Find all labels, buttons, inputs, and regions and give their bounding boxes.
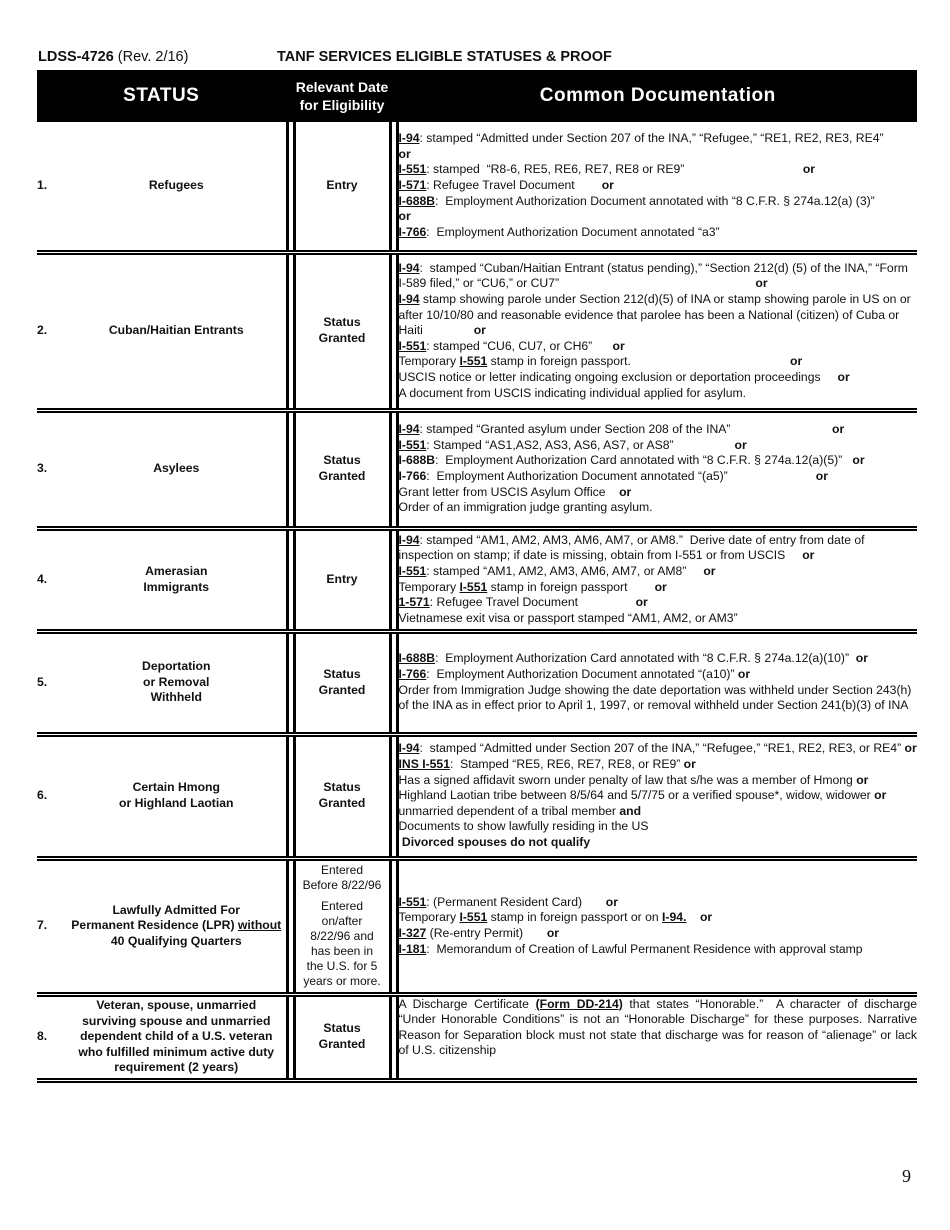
- relevant-date-cell: [294, 994, 390, 1080]
- row-number: 8.: [37, 994, 67, 1080]
- conjunction-text: or: [852, 453, 865, 468]
- documentation-line: [399, 773, 918, 820]
- documentation-line: [399, 895, 918, 911]
- form-id: LDSS-4726: [38, 49, 114, 65]
- doc-text: Permanent Residence (LPR): [71, 918, 238, 933]
- relevant-date-cell: [294, 410, 390, 528]
- eligibility-table: [37, 70, 921, 1083]
- conjunction-text: or: [398, 146, 411, 161]
- doc-text: : stamped “Granted asylum under Section 208 of the INA”: [419, 422, 833, 437]
- documentation-line: [399, 611, 918, 627]
- documentation-line: [399, 910, 918, 926]
- status-label: Refugees: [148, 177, 204, 192]
- conjunction-text: or: [398, 209, 411, 224]
- relevant-date-label: Granted: [318, 1037, 366, 1051]
- doc-text: : stamped “AM1, AM2, AM3, AM6, AM7, or AM8.” Derive date of entry from date of inspection on stamp; if date is missing, obtain from I-551 or from USCIS: [398, 532, 868, 563]
- column-header-status: STATUS: [37, 70, 287, 122]
- form-code: I-94: [398, 131, 420, 146]
- column-divider: [287, 994, 294, 1080]
- conjunction-text: or: [856, 772, 869, 787]
- conjunction-text: or: [605, 894, 618, 909]
- status-label: [67, 918, 286, 934]
- relevant-date-label: has been in: [310, 944, 374, 958]
- table-row: [37, 994, 917, 1080]
- doc-text: unmarried dependent of a tribal member: [398, 788, 890, 818]
- documentation-line: [399, 819, 918, 835]
- conjunction-text: or: [703, 563, 716, 578]
- column-divider: [390, 410, 397, 528]
- documentation-line: [399, 667, 918, 683]
- form-code: I-94: [398, 532, 420, 547]
- form-code: I-327: [398, 926, 427, 940]
- doc-text: Documents to show lawfully residing in the US: [398, 819, 649, 834]
- column-header-relevant-date: [294, 70, 390, 122]
- doc-text: : stamped “CU6, CU7, or CH6”: [426, 338, 613, 353]
- relevant-date-label: Entered: [320, 899, 364, 913]
- doc-text: Has a signed affidavit sworn under penalty of law that s/he was a member of Hmong: [398, 772, 857, 787]
- conjunction-text: or: [855, 651, 868, 666]
- relevant-date-label: Granted: [318, 682, 366, 697]
- column-divider: [390, 858, 397, 994]
- documentation-cell: [397, 252, 917, 410]
- table-row: [37, 734, 917, 858]
- documentation-line: [399, 178, 918, 194]
- form-code: I-551: [459, 910, 488, 925]
- column-header-date-line2: for Eligibility: [299, 97, 385, 113]
- documentation-line: [399, 926, 918, 942]
- form-code: I-551: [398, 338, 427, 353]
- status-cell: [67, 858, 287, 994]
- doc-text: Lawfully Admitted For: [112, 902, 241, 917]
- doc-text: Temporary: [398, 354, 460, 369]
- table-row: [37, 122, 917, 252]
- document-title: TANF SERVICES ELIGIBLE STATUSES & PROOF: [277, 49, 612, 65]
- documentation-line: [399, 438, 918, 454]
- doc-text: stamp in foreign passport.: [487, 354, 791, 369]
- doc-text: : Employment Authorization Document annotated “a3”: [426, 224, 720, 239]
- column-header-documentation: Common Documentation: [397, 70, 917, 122]
- form-code: I-766: [398, 224, 427, 239]
- conjunction-text: or: [874, 788, 887, 803]
- column-divider: [287, 528, 294, 631]
- documentation-line: [399, 386, 918, 402]
- doc-text: I-688B: [398, 453, 436, 468]
- form-code: 1-571: [398, 595, 430, 610]
- doc-text: : stamped “Admitted under Section 207 of the INA,” “Refugee,” “RE1, RE2, RE3, or RE4”: [419, 741, 905, 756]
- status-cell: [67, 631, 287, 734]
- doc-text: : Refugee Travel Document: [429, 595, 636, 610]
- documentation-line: [399, 209, 918, 225]
- status-label: [67, 934, 286, 950]
- documentation-line: [399, 500, 918, 516]
- column-divider: [390, 122, 397, 252]
- form-code: I-94: [398, 422, 420, 437]
- table-row: [37, 410, 917, 528]
- row-number: 2.: [37, 252, 67, 410]
- row-number: 5.: [37, 631, 67, 734]
- doc-text: A document from USCIS indicating individual applied for asylum.: [398, 385, 747, 400]
- doc-text: Temporary: [398, 910, 460, 925]
- conjunction-text: or: [815, 469, 828, 483]
- status-label: or Removal: [143, 674, 210, 689]
- relevant-date-label: Entry: [326, 571, 358, 586]
- form-code: I-571: [398, 177, 427, 192]
- conjunction-text: or: [601, 177, 614, 192]
- column-divider: [390, 631, 397, 734]
- conjunction-text: or: [654, 579, 667, 594]
- status-cell: [67, 528, 287, 631]
- row-number: 7.: [37, 858, 67, 994]
- documentation-line: [399, 651, 918, 667]
- status-label: Amerasian: [145, 563, 208, 578]
- status-label: Cuban/Haitian Entrants: [108, 323, 244, 338]
- status-label: Immigrants: [143, 579, 210, 594]
- form-code: I-551: [398, 894, 427, 909]
- table-row: [37, 528, 917, 631]
- relevant-date-cell: [294, 252, 390, 410]
- form-code: (Form DD-214): [535, 996, 623, 1011]
- doc-text: [686, 910, 700, 924]
- documentation-line: [399, 533, 918, 564]
- doc-text: : Stamped “AS1,AS2, AS3, AS6, AS7, or AS8”: [426, 437, 735, 452]
- column-divider: [287, 252, 294, 410]
- doc-text: without: [237, 918, 282, 933]
- status-label: who fulfilled minimum active duty: [78, 1044, 275, 1059]
- row-number: 6.: [37, 734, 67, 858]
- documentation-cell: [397, 631, 917, 734]
- relevant-date-cell: [294, 528, 390, 631]
- documentation-cell: [397, 122, 917, 252]
- documentation-line: [399, 162, 918, 178]
- documentation-line: [399, 485, 918, 501]
- doc-text: : Memorandum of Creation of Lawful Permanent Residence with approval stamp: [426, 941, 863, 956]
- conjunction-text: or: [546, 926, 560, 940]
- doc-text: : Employment Authorization Document annotated “(a5)”: [426, 469, 816, 483]
- doc-text: 40 Qualifying Quarters: [110, 933, 242, 948]
- status-label: dependent child of a U.S. veteran: [80, 1029, 273, 1044]
- conjunction-text: or: [802, 162, 816, 177]
- relevant-date-label: Status: [323, 666, 361, 681]
- conjunction-text: and: [619, 803, 642, 818]
- row-number: 1.: [37, 122, 67, 252]
- documentation-line: [399, 595, 918, 611]
- form-code: I-94: [398, 292, 420, 307]
- form-code: INS I-551: [398, 757, 450, 772]
- conjunction-text: or: [790, 354, 803, 369]
- documentation-cell: [397, 528, 917, 631]
- conjunction-text: or: [755, 276, 768, 291]
- documentation-line: [399, 422, 918, 438]
- form-code: I-688B: [398, 651, 436, 666]
- status-label: requirement (2 years): [114, 1060, 239, 1075]
- form-code: I-94: [398, 741, 420, 756]
- documentation-line: [399, 683, 918, 714]
- form-code: I-551: [398, 563, 427, 578]
- relevant-date-label: Granted: [318, 796, 366, 810]
- doc-text: : Refugee Travel Document: [426, 177, 602, 192]
- column-divider: [287, 734, 294, 858]
- status-label: or Highland Laotian: [119, 796, 234, 810]
- status-label: Withheld: [150, 690, 202, 705]
- doc-text: Grant letter from USCIS Asylum Office: [398, 484, 620, 499]
- form-code: I-181: [398, 941, 427, 956]
- column-divider: [390, 528, 397, 631]
- relevant-date-cell: [294, 122, 390, 252]
- relevant-date-label: Granted: [318, 331, 366, 345]
- doc-text: Order from Immigration Judge showing the date deportation was withheld under Section 243(h) of the INA as in effect prior to April 1, 1997, or removal withheld under Section 241(b)(3) of INA: [398, 682, 915, 713]
- form-code: I-551: [459, 354, 488, 369]
- documentation-line: [399, 354, 918, 370]
- status-cell: [67, 994, 287, 1080]
- documentation-line: [399, 835, 918, 851]
- documentation-cell: [397, 410, 917, 528]
- form-revision: (Rev. 2/16): [117, 49, 189, 65]
- doc-text: stamp showing parole under Section 212(d)(5) of INA or stamp showing parole in US on or after 10/10/80 and reasonable evidence that parolee has been a National (citizen) of Cuba or Haiti: [398, 292, 915, 338]
- form-code: I-94.: [662, 910, 687, 925]
- column-divider: [390, 252, 397, 410]
- form-code: I-688B: [398, 193, 436, 208]
- relevant-date-cell: [294, 858, 390, 994]
- doc-text: stamp in foreign passport or on: [487, 910, 663, 925]
- documentation-line: [399, 757, 918, 773]
- documentation-line: [399, 147, 918, 163]
- table-header-row: [37, 70, 917, 122]
- doc-text: : Employment Authorization Card annotated with “8 C.F.R. § 274a.12(a)(5)”: [435, 453, 853, 468]
- relevant-date-label: Entered: [320, 863, 364, 877]
- status-label: surviving spouse and unmarried: [82, 1013, 271, 1028]
- status-cell: [67, 734, 287, 858]
- status-label: [67, 903, 286, 919]
- relevant-date-cell: [294, 734, 390, 858]
- documentation-line: [399, 564, 918, 580]
- row-number: 3.: [37, 410, 67, 528]
- form-code: I-94: [398, 260, 420, 275]
- status-label: Veteran, spouse, unmarried: [96, 998, 257, 1013]
- conjunction-text: or: [802, 548, 815, 563]
- conjunction-text: or: [683, 757, 696, 772]
- status-label: Deportation: [142, 659, 211, 674]
- doc-text: Divorced spouses do not qualify: [398, 834, 591, 849]
- documentation-line: [399, 469, 918, 485]
- form-code: I-551: [398, 162, 427, 177]
- status-label: Certain Hmong: [132, 780, 220, 795]
- status-cell: [67, 122, 287, 252]
- relevant-date-label: Entry: [326, 177, 358, 192]
- doc-text: Order of an immigration judge granting asylum.: [398, 500, 653, 515]
- row-number: 4.: [37, 528, 67, 631]
- documentation-line: [399, 942, 918, 958]
- relevant-date-cell: [294, 631, 390, 734]
- documentation-line: [399, 194, 918, 210]
- conjunction-text: or: [734, 437, 747, 452]
- table-row: [37, 252, 917, 410]
- doc-text: I-766: [398, 469, 427, 483]
- status-cell: [67, 410, 287, 528]
- documentation-line: [399, 370, 918, 386]
- relevant-date-label: Before 8/22/96: [302, 878, 382, 892]
- doc-text: : Stamped “RE5, RE6, RE7, RE8, or RE9”: [449, 757, 684, 772]
- conjunction-text: or: [473, 323, 486, 338]
- documentation-line: [399, 339, 918, 355]
- documentation-cell: [397, 994, 921, 1080]
- column-divider: [287, 858, 294, 994]
- form-code: I-551: [398, 437, 427, 452]
- documentation-cell: [397, 858, 917, 994]
- documentation-cell: [397, 734, 917, 858]
- doc-text: stamp in foreign passport: [487, 579, 655, 594]
- doc-text: (Re-entry Permit): [426, 926, 547, 940]
- form-code: I-766: [398, 666, 427, 681]
- conjunction-text: or: [837, 369, 850, 384]
- doc-text: that states “Honorable.” A character of discharge “Under Honorable Conditions” is not an “Honorable Discharge” for these purposes. Narrative Reason for Separation block must not state that discharge was for reason of “alienage” or lack of U.S. citizenship: [398, 996, 921, 1058]
- doc-text: Vietnamese exit visa or passport stamped “AM1, AM2, or AM3”: [398, 610, 738, 625]
- conjunction-text: or: [904, 741, 917, 756]
- column-header-date-line1: Relevant Date: [295, 79, 389, 95]
- column-divider: [390, 734, 397, 858]
- relevant-date-label: Granted: [318, 469, 366, 483]
- documentation-line: [399, 261, 918, 292]
- relevant-date-label: Status: [323, 1021, 361, 1036]
- doc-text: : Employment Authorization Card annotated with “8 C.F.R. § 274a.12(a)(10)”: [435, 651, 856, 666]
- documentation-line: [399, 580, 918, 596]
- conjunction-text: or: [832, 422, 845, 437]
- conjunction-text: or: [737, 666, 751, 681]
- conjunction-text: or: [699, 910, 713, 925]
- status-cell: [67, 252, 287, 410]
- documentation-line: [399, 131, 918, 147]
- page-header: [38, 49, 918, 65]
- doc-text: USCIS notice or letter indicating ongoing exclusion or deportation proceedings: [398, 369, 838, 384]
- doc-text: : Employment Authorization Document annotated with “8 C.F.R. § 274a.12(a) (3)”: [435, 193, 875, 208]
- doc-text: : Employment Authorization Document annotated “(a10)”: [426, 666, 738, 681]
- doc-text: : stamped “R8-6, RE5, RE6, RE7, RE8 or RE9”: [426, 162, 803, 177]
- column-divider: [287, 410, 294, 528]
- doc-text: : stamped “Cuban/Haitian Entrant (status pending),” “Section 212(d) (5) of the INA,” “Form I-589 filed,” or “CU6,” or CU7”: [398, 260, 912, 291]
- documentation-line: [399, 741, 918, 757]
- form-code: I-551: [459, 579, 488, 594]
- table-row: [37, 631, 917, 734]
- status-label: Asylees: [153, 461, 200, 476]
- doc-text: Temporary: [398, 579, 460, 594]
- relevant-date-label: Status: [323, 453, 361, 468]
- conjunction-text: or: [635, 595, 648, 610]
- column-divider: [287, 631, 294, 734]
- documentation-line: [399, 225, 918, 241]
- doc-text: Highland Laotian tribe between 8/5/64 and 5/7/75 or a verified spouse*, widow, widower: [398, 772, 875, 803]
- doc-text: : stamped “AM1, AM2, AM3, AM6, AM7, or AM8”: [426, 563, 704, 578]
- relevant-date-label: on/after: [321, 914, 363, 928]
- conjunction-text: or: [612, 338, 625, 353]
- column-divider: [390, 994, 397, 1080]
- documentation-line: [398, 996, 921, 1059]
- relevant-date-label: Status: [323, 780, 361, 795]
- doc-text: : stamped “Admitted under Section 207 of the INA,” “Refugee,” “RE1, RE2, RE3, RE4”: [419, 131, 884, 146]
- relevant-date-label: Status: [323, 315, 361, 330]
- relevant-date-label: the U.S. for 5: [306, 959, 378, 973]
- doc-text: : (Permanent Resident Card): [426, 894, 606, 909]
- relevant-date-label: years or more.: [303, 974, 381, 988]
- relevant-date-label: 8/22/96 and: [310, 929, 374, 943]
- documentation-line: [399, 292, 918, 339]
- doc-text: A Discharge Certificate: [398, 996, 536, 1011]
- table-row: [37, 858, 917, 994]
- page-number: 9: [902, 1166, 911, 1186]
- column-divider: [287, 122, 294, 252]
- conjunction-text: or: [619, 484, 632, 499]
- documentation-line: [399, 453, 918, 469]
